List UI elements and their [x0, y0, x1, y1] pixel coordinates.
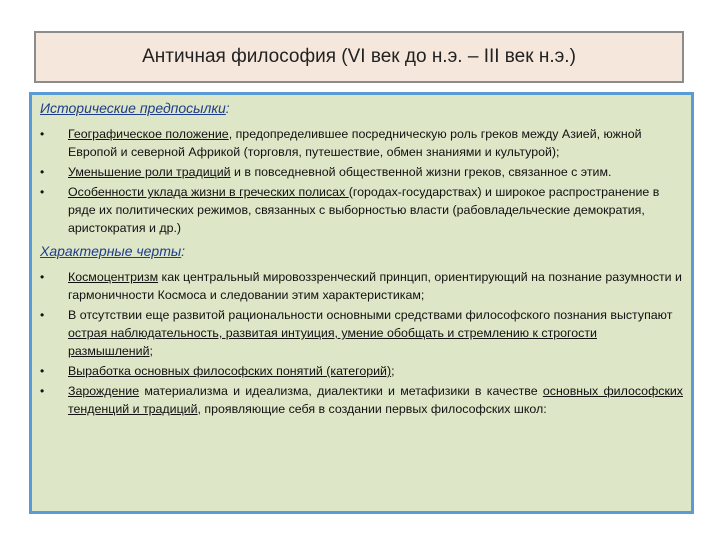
content-box — [29, 92, 694, 514]
prerequisites-list — [40, 125, 683, 237]
slide-title: Античная философия (VI век до н.э. – III век н.э.) — [142, 46, 576, 67]
list-item: • Зарождение материализма и идеализма, диалектики и метафизики в качестве основных философских тенденций и традиций, проявляющие себя в создании первых философских школ: — [40, 384, 683, 416]
list-item: • Космоцентризм как центральный мировоззренческий принцип, ориентирующий на познание разумности и гармоничности Космоса и следовании этим характеристикам; — [40, 270, 682, 302]
section-heading-prerequisites: Исторические предпосылки: — [40, 100, 230, 116]
section-heading-features: Характерные черты: — [40, 243, 186, 259]
slide-title-box — [34, 31, 684, 83]
list-item: • Выработка основных философских понятий (категорий); — [40, 364, 395, 378]
bullet-icon: • — [40, 127, 45, 141]
bullet-icon: • — [40, 384, 45, 398]
bullet-icon: • — [40, 364, 45, 378]
list-item: • Географическое положение, предопределившее посредническую роль греков между Азией, южной Европой и северной Африкой (торговля, путешествие, обмен знаниями и культурой); — [40, 127, 642, 159]
list-item: • В отсутствии еще развитой рациональности основными средствами философского познания выступают острая наблюдательность, развитая интуиция, умение обобщать и стремлению к строгости размышлений; — [40, 308, 673, 358]
bullet-icon: • — [40, 165, 45, 179]
bullet-icon: • — [40, 308, 45, 322]
bullet-icon: • — [40, 270, 45, 284]
list-item: • Особенности уклада жизни в греческих полисах (городах-государствах) и широкое распространение в ряде их политических режимов, связанных с выборностью власти (рабовладельческие демократия, аристократия и др.) — [40, 185, 660, 235]
list-item: • Уменьшение роли традиций и в повседневной общественной жизни греков, связанное с этим. — [40, 165, 612, 179]
features-list — [40, 268, 683, 418]
bullet-icon: • — [40, 185, 45, 199]
